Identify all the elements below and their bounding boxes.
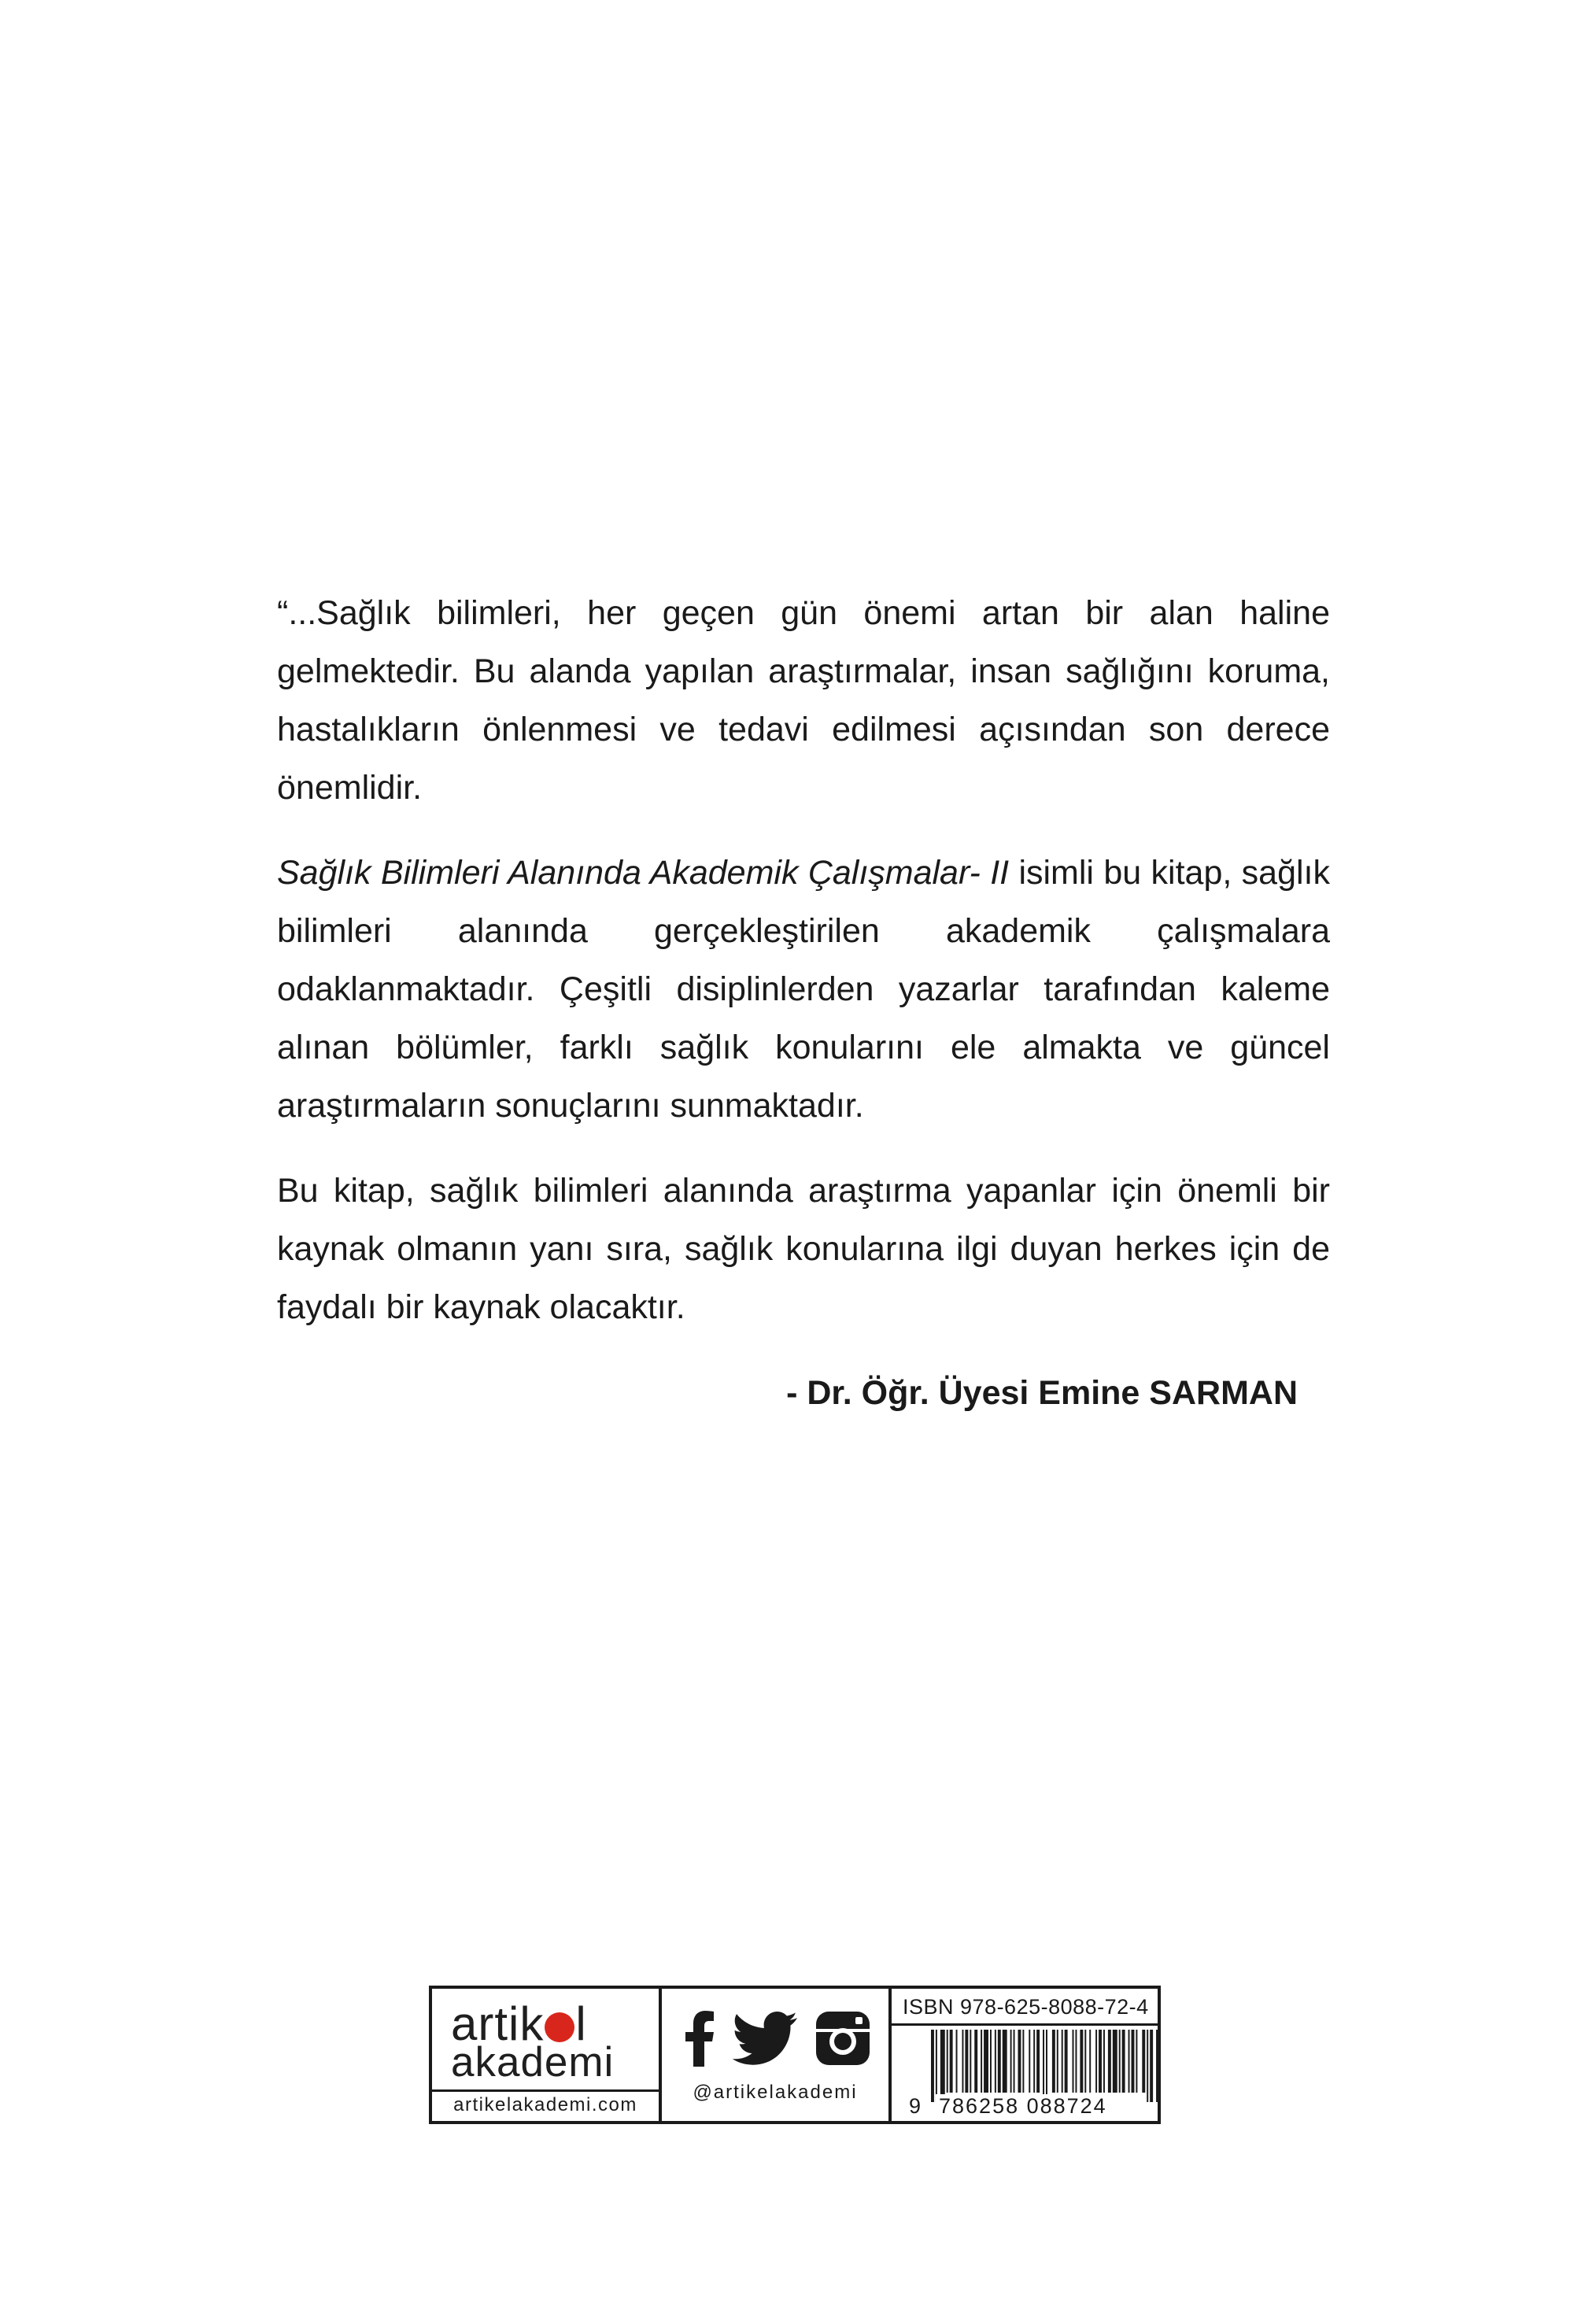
barcode-bar [984,2030,988,2093]
back-cover-blurb [277,584,1330,1363]
barcode-bar [931,2030,934,2102]
barcode-bar [1142,2030,1145,2093]
barcode-bar [1057,2030,1058,2093]
logo-text-start: artik [451,1997,545,2050]
barcode-bar [1156,2030,1158,2102]
barcode-bar [965,2030,968,2093]
barcode-bar [995,2030,996,2093]
barcode-digits: 786258 088724 [936,2094,1110,2119]
facebook-icon[interactable] [684,2010,715,2067]
barcode-bar [1099,2030,1102,2093]
barcode-bar [1014,2030,1015,2093]
barcode-bar [950,2030,953,2093]
publisher-info-box [429,1986,1161,2124]
barcode-bar [974,2030,977,2093]
author-signature: - Dr. Öğr. Üyesi Emine SARMAN [786,1374,1298,1412]
barcode-bar [1108,2030,1111,2093]
logo-subtitle: akademi [451,2039,615,2086]
publisher-website-link[interactable]: artikelakademi.com [453,2094,637,2115]
barcode-bar [1033,2030,1035,2093]
isbn-divider [892,2023,1158,2026]
barcode-bar [1052,2030,1055,2093]
barcode-bar [1043,2030,1044,2102]
barcode-bar [1010,2030,1012,2093]
social-handle: @artikelakademi [693,2082,858,2103]
barcode-bar [1131,2030,1134,2093]
barcode-bar [1018,2030,1021,2093]
logo-red-dot-icon [545,2012,574,2042]
barcode-bar [1119,2030,1121,2093]
barcode-bar [940,2030,945,2102]
barcode-bar [962,2030,963,2093]
barcode-bar [1128,2030,1130,2093]
barcode-bar [1080,2030,1083,2093]
barcode-lead-digit: 9 [909,2094,922,2118]
barcode-bar [1062,2030,1063,2093]
publisher-logo-cell [432,1989,662,2121]
logo-divider [432,2089,659,2092]
barcode-bar [1150,2030,1153,2102]
barcode-bar [1084,2030,1086,2093]
logo-text-end: l [575,1997,587,2050]
blurb-paragraph-1: “...Sağlık bilimleri, her geçen gün önemi artan bir alan haline gelmektedir. Bu alanda yapılan araştırmalar, insan sağlığını koruma, hastalıkların önlenmesi ve tedavi edilmesi açısından son derece önemlidir. [277,594,1330,807]
barcode-bar [1022,2030,1024,2093]
barcode-bar [981,2030,982,2093]
barcode-bar [1036,2030,1040,2093]
barcode-bar [1113,2030,1117,2093]
barcode-bar [998,2030,1001,2093]
barcode-bar [947,2030,948,2093]
barcode-bar [970,2030,971,2093]
isbn-barcode [931,2030,1159,2102]
barcode-bar [1075,2030,1077,2093]
blurb-paragraph-2-text: isimli bu kitap, sağlık bilimleri alanında gerçekleştirilen akademik çalışmalara odaklanmaktadır. Çeşitli disiplinlerden yazarlar tarafından kaleme alınan bölümler, farklı sağlık konularını ele almakta ve güncel araştırmaların sonuçlarını sunmaktadır. [277,854,1330,1125]
barcode-bar [1136,2030,1137,2093]
barcode-bar [1029,2030,1030,2093]
isbn-cell [892,1989,1158,2121]
barcode-bar [990,2030,992,2093]
barcode-bar [956,2030,958,2093]
barcode-bar [1065,2030,1068,2093]
barcode-bar [1073,2030,1074,2093]
barcode-bar [1089,2030,1091,2093]
isbn-number: ISBN 978-625-8088-72-4 [903,1995,1149,2019]
barcode-bar [1122,2030,1125,2093]
blurb-paragraph-2 [277,844,1330,1135]
instagram-icon[interactable] [816,2012,870,2065]
barcode-bar [936,2030,937,2102]
blurb-paragraph-3: Bu kitap, sağlık bilimleri alanında araştırma yapanlar için önemli bir kaynak olmanın yanı sıra, sağlık konularına ilgi duyan herkes için de faydalı bir kaynak olacaktır. [277,1172,1330,1326]
barcode-bar [1003,2030,1007,2093]
barcode-bar [1103,2030,1105,2093]
barcode-bar [1095,2030,1097,2093]
book-title: Sağlık Bilimleri Alanında Akademik Çalışmalar- II [277,854,1010,892]
barcode-bar [1147,2030,1148,2102]
social-media-cell [662,1989,892,2121]
twitter-icon[interactable] [733,2012,799,2065]
social-icons [684,2008,870,2069]
barcode-bar [1046,2030,1047,2102]
